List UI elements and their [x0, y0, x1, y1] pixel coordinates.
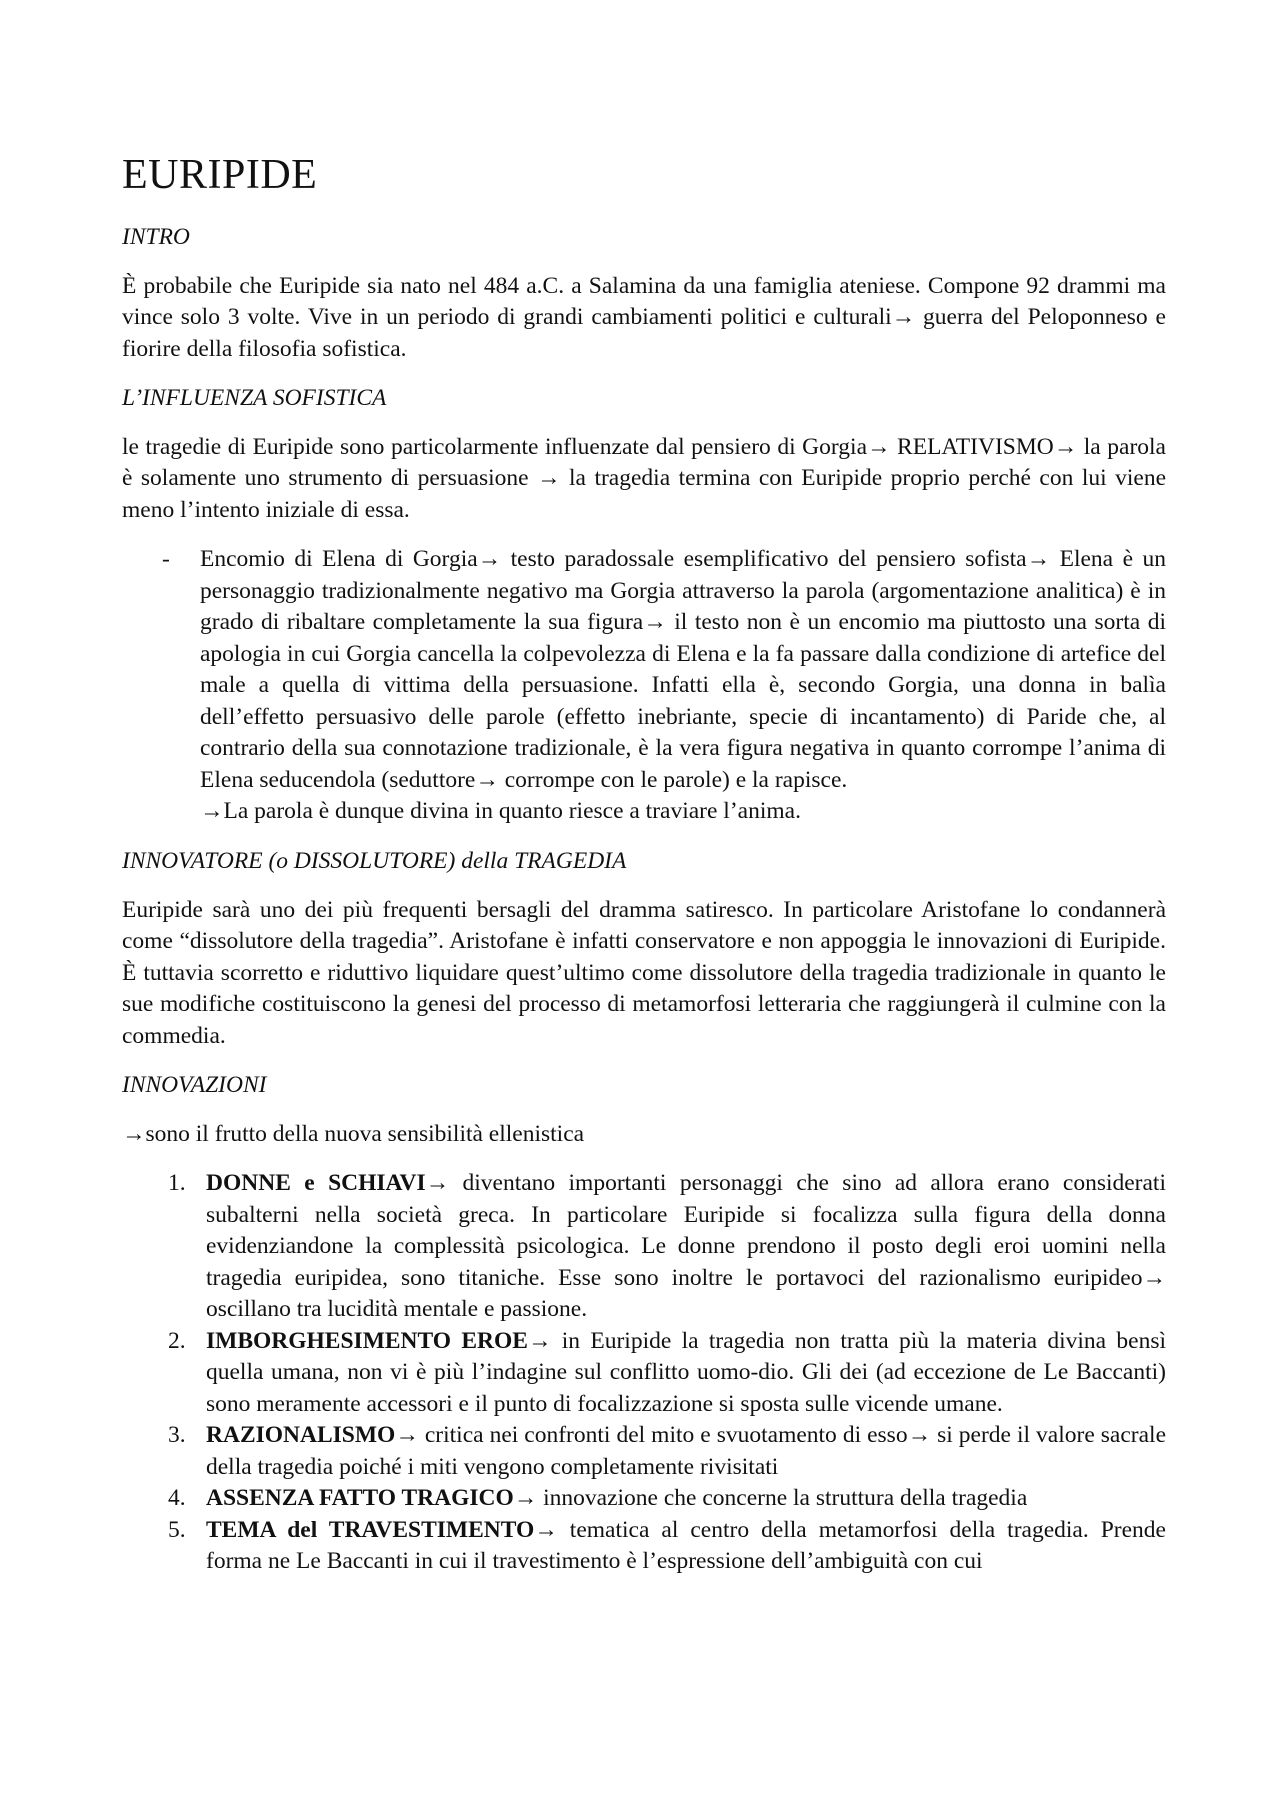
- document-title: EURIPIDE: [122, 152, 318, 198]
- list-item-continuation: →La parola è dunque divina in quanto riesce a traviare l’anima.: [200, 798, 801, 825]
- dash-list: [122, 544, 1166, 828]
- list-number: 3.: [168, 1422, 186, 1449]
- list-item-text: in Euripide la tragedia non tratta più la materia divina bensì quella umana, non vi è più l’indagine sul conflitto uomo-dio. Gli dei (ad eccezione de Le Baccanti) sono meramente accessori e il punto di focalizzazione si sposta sulle vicende umane.: [206, 1327, 1166, 1417]
- section-heading-intro: INTRO: [122, 224, 190, 251]
- paragraph-innovazioni-intro: →sono il frutto della nuova sensibilità ellenistica: [122, 1120, 585, 1147]
- paragraph-influenza: le tragedie di Euripide sono particolarmente influenzate dal pensiero di Gorgia→ RELATIVISMO→ la parola è solamente uno strumento di persuasione → la tragedia termina con Euripide proprio perché con lui viene meno l’intento iniziale di essa.: [122, 433, 1166, 523]
- list-item-keyword: DONNE e SCHIAVI→: [206, 1170, 450, 1197]
- paragraph-innovatore: Euripide sarà uno dei più frequenti bersagli del dramma satiresco. In particolare Aristofane lo condannerà come “dissolutore della tragedia”. Aristofane è infatti conservatore e non appoggia le innovazioni di Euripide. È tuttavia scorretto e riduttivo liquidare quest’ultimo come dissolutore della tragedia tradizionale in quanto le sue modifiche costituiscono la genesi del processo di metamorfosi letteraria che raggiungerà il culmine con la commedia.: [122, 896, 1166, 1049]
- list-item-keyword: ASSENZA FATTO TRAGICO→: [206, 1485, 538, 1512]
- list-item-text: diventano importanti personaggi che sino ad allora erano considerati subalterni nella società greca. In particolare Euripide si focalizza sulla figura della donna evidenziandone la complessità psicologica. Le donne prendono il posto degli eroi uomini nella tragedia euripidea, sono titaniche. Esse sono inoltre le portavoci del razionalismo euripideo→ oscillano tra lucidità mentale e passione.: [206, 1170, 1166, 1323]
- list-item-text: Encomio di Elena di Gorgia→ testo paradossale esemplificativo del pensiero sofista→ Elena è un personaggio tradizionalmente negativo ma Gorgia attraverso la parola (argomentazione analitica) è in grado di ribaltare completamente la sua figura→ il testo non è un encomio ma piuttosto una sorta di apologia in cui Gorgia cancella la colpevolezza di Elena e la fa passare dalla condizione di artefice del male a quella di vittima della persuasione. Infatti ella è, secondo Gorgia, una donna in balìa dell’effetto persuasivo delle parole (effetto inebriante, specie di incantamento) di Paride che, al contrario della sua connotazione tradizionale, è la vera figura negativa in quanto corrompe l’anima di Elena seducendola (seduttore→ corrompe con le parole) e la rapisce.: [200, 546, 1166, 793]
- section-heading-innovazioni: INNOVAZIONI: [122, 1072, 267, 1099]
- dash-marker: -: [162, 546, 170, 573]
- list-item: [122, 1483, 1166, 1515]
- list-item-keyword: TEMA del TRAVESTIMENTO→: [206, 1516, 558, 1543]
- list-item: [122, 544, 1166, 828]
- list-number: 2.: [168, 1327, 186, 1354]
- list-item-text: critica nei confronti del mito e svuotamento di esso→ si perde il valore sacrale della tragedia poiché i miti vengono completamente rivisitati: [206, 1422, 1166, 1480]
- list-item-text: tematica al centro della metamorfosi della tragedia. Prende forma ne Le Baccanti in cui il travestimento è l’espressione dell’ambiguità con cui: [206, 1516, 1166, 1575]
- list-item: [122, 1326, 1166, 1421]
- section-heading-innovatore: INNOVATORE (o DISSOLUTORE) della TRAGEDIA: [122, 847, 627, 874]
- document-page: [122, 150, 1166, 1578]
- numbered-list: [122, 1168, 1166, 1578]
- list-item-keyword: IMBORGHESIMENTO EROE→: [206, 1327, 552, 1354]
- list-number: 1.: [168, 1170, 186, 1197]
- paragraph-intro: È probabile che Euripide sia nato nel 484 a.C. a Salamina da una famiglia ateniese. Compone 92 drammi ma vince solo 3 volte. Vive in un periodo di grandi cambiamenti politici e culturali→ guerra del Peloponneso e fiorire della filosofia sofistica.: [122, 272, 1166, 362]
- list-item: [122, 1515, 1166, 1578]
- section-heading-influenza: L’INFLUENZA SOFISTICA: [122, 385, 387, 412]
- list-item: [122, 1168, 1166, 1326]
- list-item: [122, 1420, 1166, 1483]
- list-item-text: innovazione che concerne la struttura della tragedia: [537, 1485, 1028, 1512]
- list-number: 4.: [168, 1485, 186, 1512]
- list-item-keyword: RAZIONALISMO→: [206, 1422, 419, 1449]
- list-number: 5.: [168, 1516, 186, 1543]
